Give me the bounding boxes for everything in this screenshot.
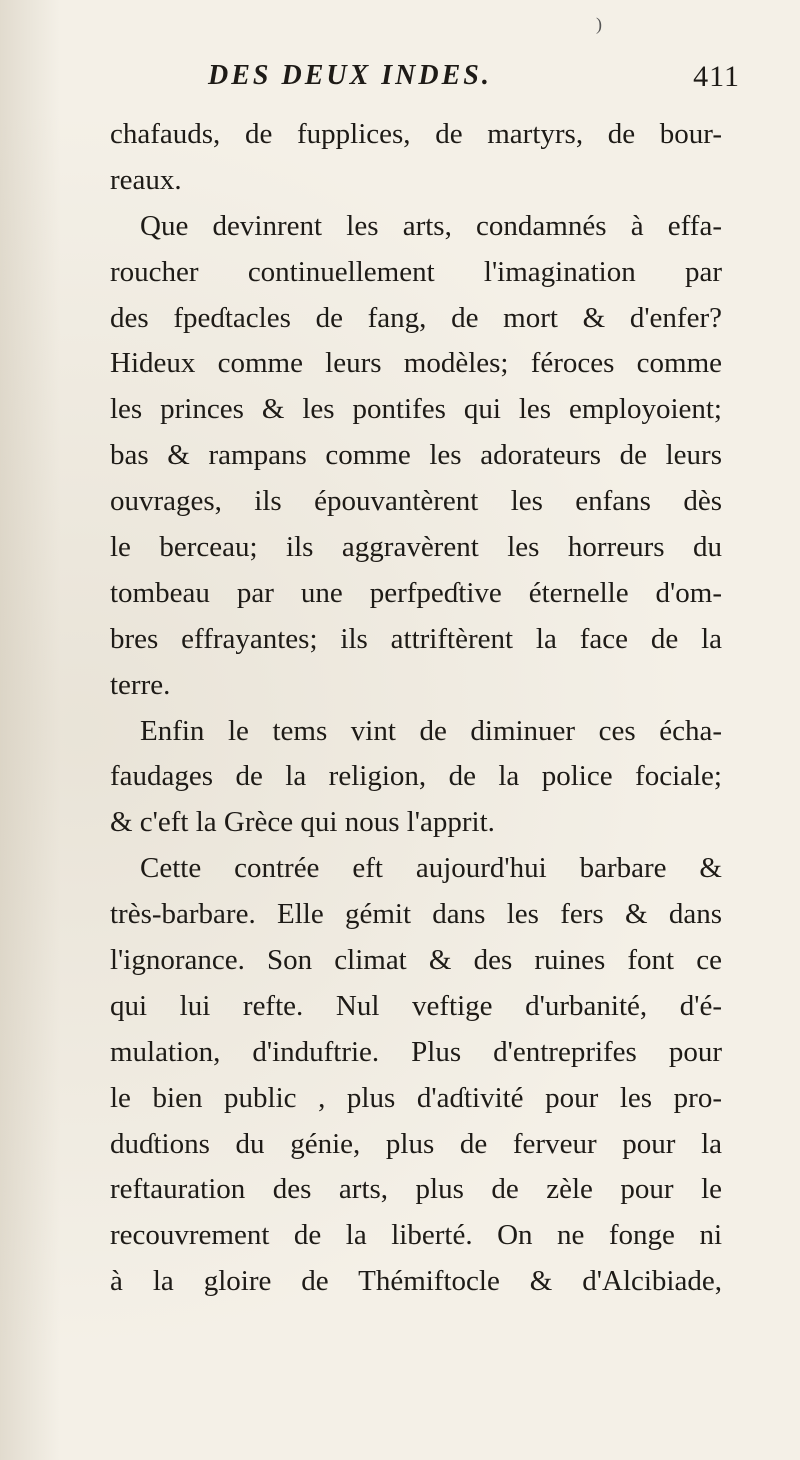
page-number: 411 — [693, 60, 740, 93]
text-line: faudages de la religion, de la police fociale; — [110, 760, 722, 793]
text-line: très-barbare. Elle gémit dans les fers & dans — [110, 898, 722, 931]
text-line: tombeau par une perfpeɗtive éternelle d'om- — [110, 576, 722, 609]
text-line: bas & rampans comme les adorateurs de leurs — [110, 439, 722, 472]
text-line: & c'eft la Grèce qui nous l'apprit. — [110, 806, 495, 839]
text-line: Que devinrent les arts, condamnés à effa- — [140, 209, 722, 242]
text-line: qui lui refte. Nul veftige d'urbanité, d'é- — [110, 989, 722, 1022]
text-line: roucher continuellement l'imagination par — [110, 255, 722, 288]
text-line: le bien public , plus d'aɗtivité pour les pro- — [110, 1081, 722, 1114]
text-line: reaux. — [110, 163, 182, 196]
text-line: à la gloire de Thémiftocle & d'Alcibiade, — [110, 1265, 722, 1298]
text-line: les princes & les pontifes qui les employoient; — [110, 393, 722, 426]
stray-mark: ) — [596, 14, 602, 34]
text-line: Enfin le tems vint de diminuer ces écha- — [140, 714, 722, 747]
running-title: DES DEUX INDES. — [208, 60, 492, 91]
text-line: le berceau; ils aggravèrent les horreurs du — [110, 531, 722, 564]
text-line: chafauds, de fupplices, de martyrs, de bour- — [110, 118, 722, 150]
text-line: l'ignorance. Son climat & des ruines font ce — [110, 944, 722, 977]
text-line: bres effrayantes; ils attriftèrent la face de la — [110, 622, 722, 655]
text-line: terre. — [110, 668, 171, 701]
body-text — [110, 112, 722, 1305]
text-line: reftauration des arts, plus de zèle pour le — [110, 1173, 722, 1206]
text-line: Cette contrée eft aujourd'hui barbare & — [140, 852, 722, 885]
text-line: recouvrement de la liberté. On ne fonge ni — [110, 1219, 722, 1252]
text-line: Hideux comme leurs modèles; féroces comme — [110, 347, 722, 380]
text-line: des fpeɗtacles de fang, de mort & d'enfer? — [110, 301, 722, 334]
running-head — [208, 60, 748, 100]
text-line: duɗtions du génie, plus de ferveur pour la — [110, 1127, 722, 1160]
text-line: ouvrages, ils épouvantèrent les enfans dès — [110, 485, 722, 518]
text-line: mulation, d'induftrie. Plus d'entreprifes pour — [110, 1035, 722, 1068]
